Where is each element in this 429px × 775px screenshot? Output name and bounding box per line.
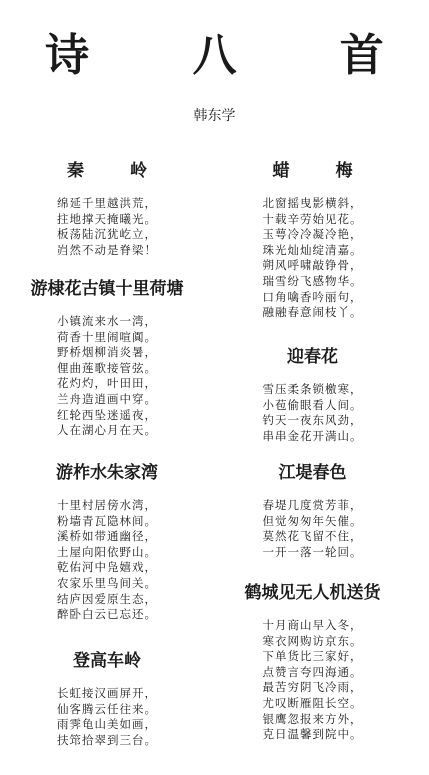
poem-lines (210, 498, 415, 560)
poem-line: 串串金花开满山。 (262, 428, 363, 443)
poem-yingchunhua (210, 346, 415, 444)
poem-line: 春堤几度赏芳菲， (262, 498, 363, 512)
poem-dihua-lotus (0, 278, 214, 439)
poem-line: 下单货比三家好， (262, 649, 363, 664)
poem-line: 莫然花飞留不住， (262, 529, 363, 544)
poem-lines (0, 686, 214, 748)
poem-title: 游棣花古镇十里荷塘 (30, 279, 184, 299)
poem-line: 口角噙香吟丽句， (262, 289, 363, 304)
poem-line: 人在湖心月在天。 (57, 423, 157, 438)
poem-line: 拄地撑天掩曦光。 (57, 211, 157, 226)
poem-line: 融融春意闹枝丫。 (262, 305, 363, 320)
poem-line: 最苦穷阴飞冷雨， (262, 680, 363, 695)
poem-lines (0, 498, 214, 623)
poem-line: 兰舟造逍画中穿。 (57, 391, 157, 406)
poem-line: 荷香十里闹喧阗。 (57, 329, 157, 344)
poem-line: 朔风呼啸敲铮骨， (262, 258, 363, 273)
author-name: 韩东学 (193, 108, 236, 124)
poem-gaocheling (0, 650, 214, 748)
poem-line: 板荡陆沉犹屹立， (57, 227, 157, 242)
poem-lamei (210, 160, 415, 321)
poem-line: 雪压柔条锁檄寒， (262, 382, 363, 396)
poem-line: 尤叹断雁阻长空。 (262, 695, 363, 710)
poem-line: 银鹰忽报来方外， (262, 711, 363, 726)
poem-jiangdi (210, 462, 415, 560)
poem-line: 红轮西坠迷遥夜， (57, 407, 157, 422)
poem-line: 长虹接汉画屏开， (57, 686, 157, 700)
poem-line: 寒衣网购访京东。 (262, 633, 363, 648)
poem-line: 十载辛劳始见花。 (262, 211, 363, 226)
poem-lines (0, 196, 214, 258)
poem-line: 钓天一夜东风劲， (262, 413, 363, 428)
page-title: 诗 八 首 (45, 30, 428, 81)
poem-line: 一开一落一轮回。 (262, 544, 363, 559)
poem-title: 蜡 梅 (272, 161, 373, 181)
poem-qinling (0, 160, 214, 258)
poem-line: 岿然不动是脊梁！ (57, 242, 157, 257)
poem-line: 乾佑河中凫嬉戏， (57, 560, 157, 575)
poem-line: 扶筇拾翠到三台。 (57, 732, 157, 747)
poem-title: 登高车岭 (73, 651, 141, 671)
poem-line: 仙客腾云任往来。 (57, 701, 157, 716)
poem-line: 小镇流来水一湾， (57, 314, 157, 328)
poem-lines (210, 382, 415, 444)
poem-drone-delivery (210, 582, 415, 743)
poem-zhujiawan (0, 462, 214, 623)
poem-line: 溪桥如带通幽径， (57, 529, 157, 544)
poem-line: 土屋向阳依野山。 (57, 544, 157, 559)
poem-title: 迎春花 (287, 347, 338, 367)
poem-line: 点赞言夸四海通。 (262, 664, 363, 679)
poem-line: 十月商山早入冬， (262, 618, 363, 632)
poem-lines (210, 618, 415, 743)
poem-line: 农家乐里鸟间关。 (57, 575, 157, 590)
poem-lines (210, 196, 415, 321)
poem-line: 但觉匆匆年矢催。 (262, 513, 363, 528)
poem-line: 结庐因爱原生态， (57, 591, 157, 606)
poem-line: 醉卧白云已忘还。 (57, 607, 157, 622)
poem-line: 珠光灿灿绽清嘉。 (262, 242, 363, 257)
poem-line: 粉墙青瓦隐林间。 (57, 513, 157, 528)
poem-line: 野桥烟柳消炎暑， (57, 345, 157, 360)
poem-line: 瑞雪纷飞感物华。 (262, 273, 363, 288)
poem-title: 游柞水朱家湾 (56, 463, 158, 483)
poem-lines (0, 314, 214, 439)
poem-title: 鹤城见无人机送货 (244, 583, 381, 603)
poem-title: 江堤春色 (278, 463, 347, 483)
poem-line: 绵延千里越洪荒， (57, 196, 157, 210)
poem-line: 花灼灼，叶田田， (57, 376, 157, 391)
poem-line: 雨霁龟山美如画， (57, 717, 157, 732)
poem-line: 克日温馨到院中。 (262, 727, 363, 742)
poem-line: 小苞偷眼看人间。 (262, 397, 363, 412)
poem-line: 玉萼冷冷凝冷艳， (262, 227, 363, 242)
poem-line: 俚曲莲歌接管弦。 (57, 360, 157, 375)
poem-line: 北窗摇曳影横斜， (262, 196, 363, 210)
poem-line: 十里村居傍水湾， (57, 498, 157, 512)
poem-title: 秦 岭 (67, 161, 167, 181)
